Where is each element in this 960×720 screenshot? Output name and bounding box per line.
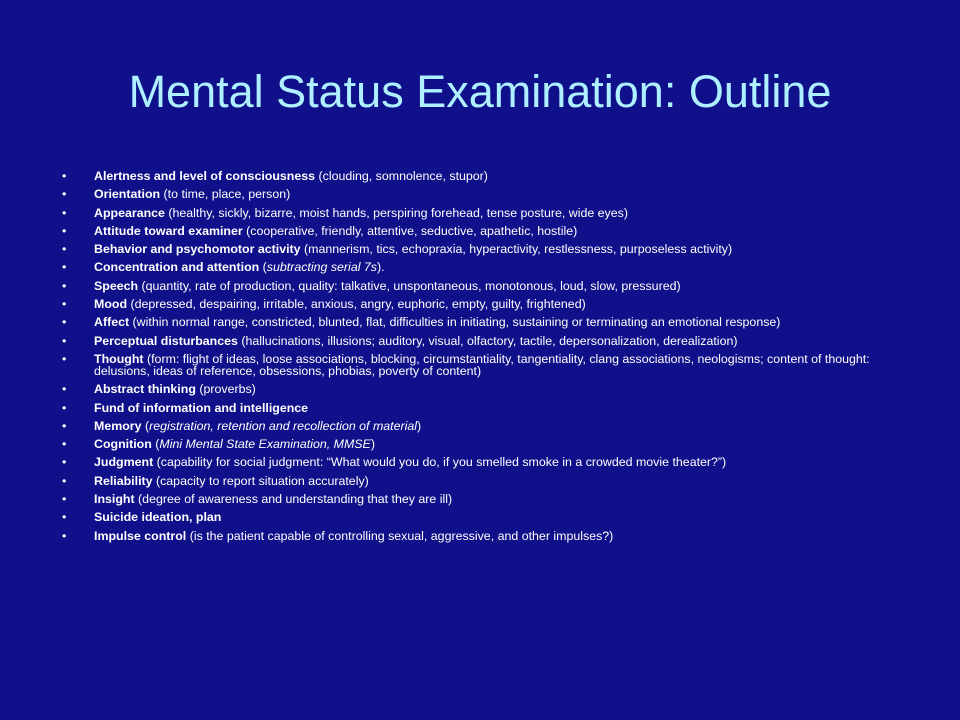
item-desc: (form: flight of ideas, loose associations, blocking, circumstantiality, tangentiality, clang associations, neologisms; content of thought: delusions, ideas of reference, obsessions, phobias, poverty of content): [94, 351, 870, 378]
item-term: Perceptual disturbances: [94, 333, 238, 348]
list-item: [62, 456, 912, 468]
bullet-icon: •: [62, 278, 67, 293]
item-term: Impulse control: [94, 528, 187, 543]
bullet-icon: •: [62, 260, 67, 275]
item-term: Reliability: [94, 473, 153, 488]
item-term: Insight: [94, 492, 135, 507]
item-desc: (hallucinations, illusions; auditory, visual, olfactory, tactile, depersonalization, derealization): [237, 333, 738, 348]
bullet-icon: •: [62, 297, 67, 312]
list-item: [62, 261, 912, 273]
item-desc-pre: (: [259, 260, 267, 275]
item-desc: (depressed, despairing, irritable, anxious, angry, euphoric, empty, guilty, frightened): [127, 297, 586, 312]
item-desc: (proverbs): [195, 382, 256, 397]
item-term: Affect: [94, 315, 130, 330]
bullet-icon: •: [62, 169, 67, 183]
item-term: Memory: [94, 418, 142, 433]
list-item: [62, 298, 912, 310]
list-item: [62, 316, 912, 328]
bullet-icon: •: [62, 205, 67, 220]
item-term: Abstract thinking: [94, 382, 196, 397]
list-item: [62, 402, 912, 414]
item-term: Concentration and attention: [94, 260, 260, 275]
bullet-icon: •: [62, 333, 67, 348]
item-desc: [142, 419, 422, 433]
item-term: Alertness and level of consciousness: [94, 169, 316, 183]
list-item: [62, 383, 912, 395]
item-desc: (mannerism, tics, echopraxia, hyperactivity, restlessness, purposeless activity): [300, 242, 733, 257]
item-term: Attitude toward examiner: [94, 223, 243, 238]
bullet-icon: •: [62, 382, 67, 397]
item-desc: (healthy, sickly, bizarre, moist hands, perspiring forehead, tense posture, wide eyes): [164, 205, 628, 220]
bullet-icon: •: [62, 418, 67, 433]
item-desc: [152, 437, 375, 451]
list-item: [62, 530, 912, 542]
bullet-icon: •: [62, 492, 67, 507]
item-desc-pre: (: [141, 418, 150, 433]
item-desc-italic: subtracting serial 7s: [266, 260, 377, 275]
bullet-icon: •: [62, 187, 67, 202]
item-desc-italic: Mini Mental State Examination, MMSE: [159, 437, 371, 452]
item-term: Speech: [94, 278, 139, 293]
item-desc-post: ).: [377, 260, 385, 275]
item-term: Fund of information and intelligence: [94, 400, 309, 415]
list-item: [62, 243, 912, 255]
item-desc: (within normal range, constricted, blunted, flat, difficulties in initiating, sustaining or terminating an emotional response): [129, 315, 781, 330]
list-item: [62, 438, 912, 450]
list-item: [62, 475, 912, 487]
item-desc: (cooperative, friendly, attentive, seductive, apathetic, hostile): [242, 223, 578, 238]
list-item: [62, 188, 912, 200]
item-term: Mood: [94, 297, 128, 312]
list-item: [62, 493, 912, 505]
item-term: Cognition: [94, 437, 152, 452]
list-item: [62, 280, 912, 292]
list-item: [62, 207, 912, 219]
item-term: Suicide ideation, plan: [94, 510, 222, 525]
bullet-icon: •: [62, 437, 67, 452]
outline-list: [62, 170, 912, 548]
list-item: [62, 170, 912, 182]
item-term: Behavior and psychomotor activity: [94, 242, 301, 257]
bullet-icon: •: [62, 473, 67, 488]
list-item: [62, 353, 912, 377]
bullet-icon: •: [62, 223, 67, 238]
item-desc: (is the patient capable of controlling sexual, aggressive, and other impulses?): [186, 528, 614, 543]
item-desc-post: ): [370, 437, 375, 452]
item-term: Orientation: [94, 187, 161, 202]
item-desc: (clouding, somnolence, stupor): [315, 169, 488, 183]
item-desc-post: ): [417, 418, 422, 433]
bullet-icon: •: [62, 242, 67, 257]
list-item: [62, 511, 912, 523]
item-desc: [259, 260, 384, 274]
bullet-icon: •: [62, 315, 67, 330]
bullet-icon: •: [62, 400, 67, 415]
slide-title: Mental Status Examination: Outline: [128, 66, 832, 117]
list-item: [62, 225, 912, 237]
item-term: Thought: [94, 351, 144, 366]
list-item: [62, 335, 912, 347]
bullet-icon: •: [62, 351, 67, 366]
bullet-icon: •: [62, 510, 67, 525]
item-desc: (to time, place, person): [160, 187, 291, 202]
item-desc: (capacity to report situation accurately): [152, 473, 369, 488]
bullet-icon: •: [62, 455, 67, 470]
item-desc: (capability for social judgment: “What would you do, if you smelled smoke in a crowded movie theater?”): [153, 455, 727, 470]
list-item: [62, 420, 912, 432]
item-desc-italic: registration, retention and recollection of material: [149, 418, 418, 433]
item-desc-pre: (: [151, 437, 160, 452]
item-term: Appearance: [94, 205, 165, 220]
item-term: Judgment: [94, 455, 154, 470]
bullet-icon: •: [62, 528, 67, 543]
item-desc: (degree of awareness and understanding that they are ill): [134, 492, 453, 507]
item-desc: (quantity, rate of production, quality: talkative, unspontaneous, monotonous, loud, slow, pressured): [138, 278, 681, 293]
